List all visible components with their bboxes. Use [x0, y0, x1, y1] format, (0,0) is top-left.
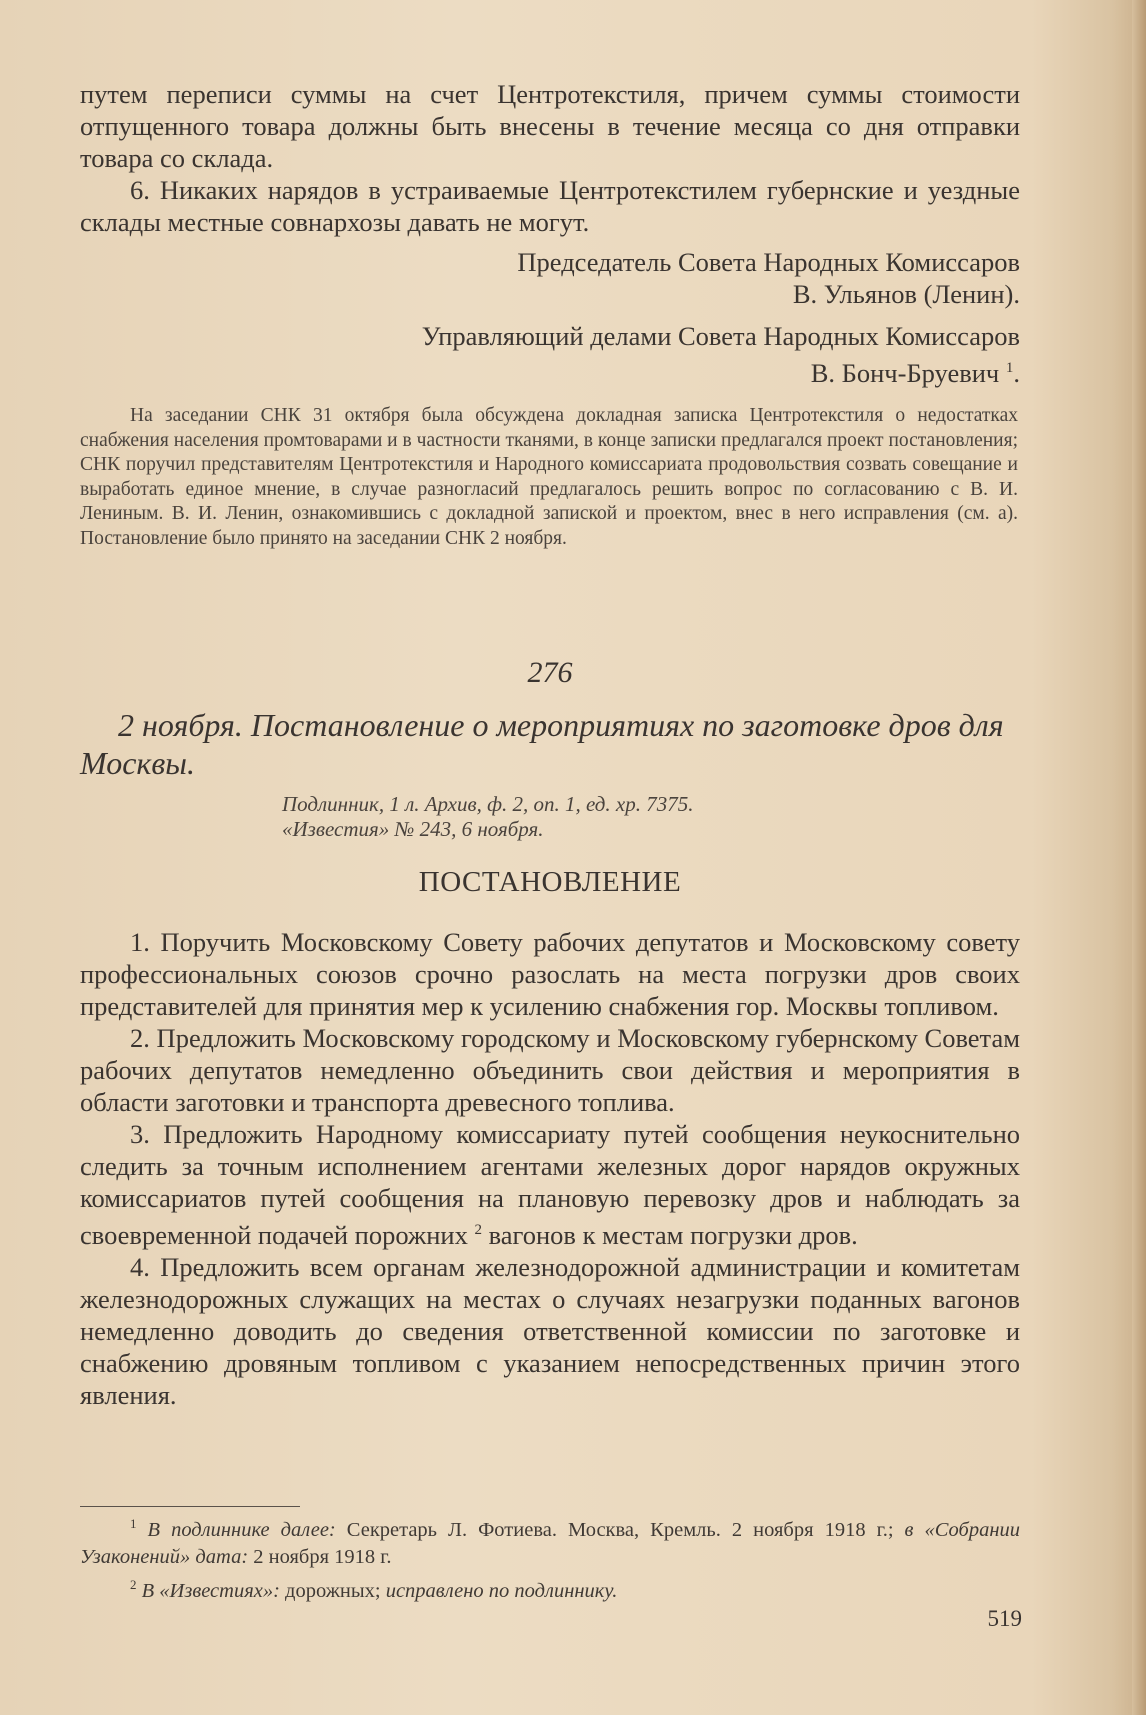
source-line-2: «Известия» № 243, 6 ноября.	[282, 817, 544, 841]
footnote-2-mark: 2	[130, 1576, 137, 1592]
footnote-rule-block	[80, 1506, 1020, 1507]
item-3-text: 3. Предложить Народному комиссариату путей сообщения неукоснительно следить за точным исполнением агентами железных дорог нарядов окружных комиссариатов путей сообщения на плановую перевозку дров и наблюдать за своевременной подачей порожних	[80, 1119, 1020, 1250]
resolution-item-3	[80, 1118, 1020, 1251]
footnote-rule	[80, 1506, 300, 1507]
top-continuation	[80, 78, 1020, 238]
resolution-body	[80, 926, 1020, 1411]
footnote-2-italic-1: В «Известиях»:	[141, 1579, 280, 1602]
footnote-ref-1: 1	[1005, 360, 1014, 376]
footnote-2-text-1: дорожных;	[279, 1579, 386, 1602]
source-block	[282, 792, 942, 842]
footnote-ref-2: 2	[474, 1222, 482, 1238]
item-3-end: вагонов к местам погрузки дров.	[481, 1219, 858, 1250]
resolution-item-2: 2. Предложить Московскому городскому и Московскому губернскому Советам рабочих депутатов немедленно объединить свои действия и мероприятия в области заготовки и транспорта древесного топлива.	[80, 1023, 1020, 1117]
document-title: 2 ноября. Постановление о мероприятиях по заготовке дров для Москвы.	[80, 707, 1004, 781]
footnote-1	[80, 1510, 1020, 1571]
footnote-1-italic-1: В подлиннике далее:	[147, 1518, 336, 1541]
footnote-1-text-2: 2 ноября 1918 г.	[248, 1545, 392, 1568]
footnote-2	[80, 1571, 1020, 1605]
heading-block	[80, 866, 1020, 899]
chair-title: Председатель Совета Народных Комиссаров	[517, 247, 1020, 277]
resolution-item-4: 4. Предложить всем органам железнодорожной администрации и комитетам железнодорожных служащих на местах о случаях незагрузки поданных вагонов немедленно доводить до сведения ответственной комиссии по заготовке и снабжению дровяным топливом с указанием непосредственных причин этого явления.	[80, 1251, 1020, 1410]
document-number: 276	[527, 656, 573, 689]
footnote-1-mark: 1	[130, 1516, 137, 1531]
manager-name: В. Бонч-Бруевич	[810, 357, 1000, 388]
document-title-block	[80, 706, 1020, 782]
continued-paragraph: путем переписи суммы на счет Центротекстиля, причем суммы стоимости отпущенного товара должны быть внесены в течение месяца со дня отправки товара со склада.	[80, 79, 1020, 173]
manager-end: .	[1013, 357, 1020, 388]
paragraph-6: 6. Никаких нарядов в устраиваемые Центротекстилем губернские и уездные склады местные совнархозы давать не могут.	[80, 175, 1020, 237]
resolution-heading: ПОСТАНОВЛЕНИЕ	[418, 866, 682, 898]
page-number: 519	[987, 1606, 1022, 1631]
footnotes	[80, 1510, 1020, 1605]
source-line-1: Подлинник, 1 л. Архив, ф. 2, оп. 1, ед. хр. 7375.	[282, 792, 694, 816]
footnote-1-text-1: Секретарь Л. Фотиева. Москва, Кремль. 2 ноября 1918 г.;	[335, 1518, 905, 1541]
signature-block	[80, 246, 1020, 389]
resolution-item-1: 1. Поручить Московскому Совету рабочих депутатов и Московскому совету профессиональных союзов срочно разослать на места погрузки дров своих представителей для принятия мер к усилению снабжения гор. Москвы топливом.	[80, 927, 1020, 1021]
page-edge	[1132, 0, 1146, 1715]
footnote-2-italic-2: исправлено по подлиннику.	[385, 1579, 618, 1602]
manager-title: Управляющий делами Совета Народных Комиссаров	[421, 321, 1020, 351]
chair-name: В. Ульянов (Ленин).	[792, 279, 1020, 309]
commentary-text: На заседании СНК 31 октября была обсуждена докладная записка Центротекстиля о недостатках снабжения населения промтоварами и в частности тканями, в конце записки предлагался проект постановления; СНК поручил представителям Центротекстиля и Народного комиссариата продовольствия созвать совещание и выработать единое мнение, в случае разногласий предлагалось решить вопрос по согласованию с В. И. Лениным. В. И. Ленин, ознакомившись с докладной запиской и проектом, внес в него исправления (см. а). Постановление было принято на заседании СНК 2 ноября.	[80, 405, 1018, 549]
document-number-block	[80, 656, 1020, 690]
commentary-block	[80, 404, 1018, 551]
manager-name-line	[80, 352, 1020, 389]
footnote-1-italic-2: в «Собрании Узаконений» дата:	[80, 1518, 1020, 1568]
